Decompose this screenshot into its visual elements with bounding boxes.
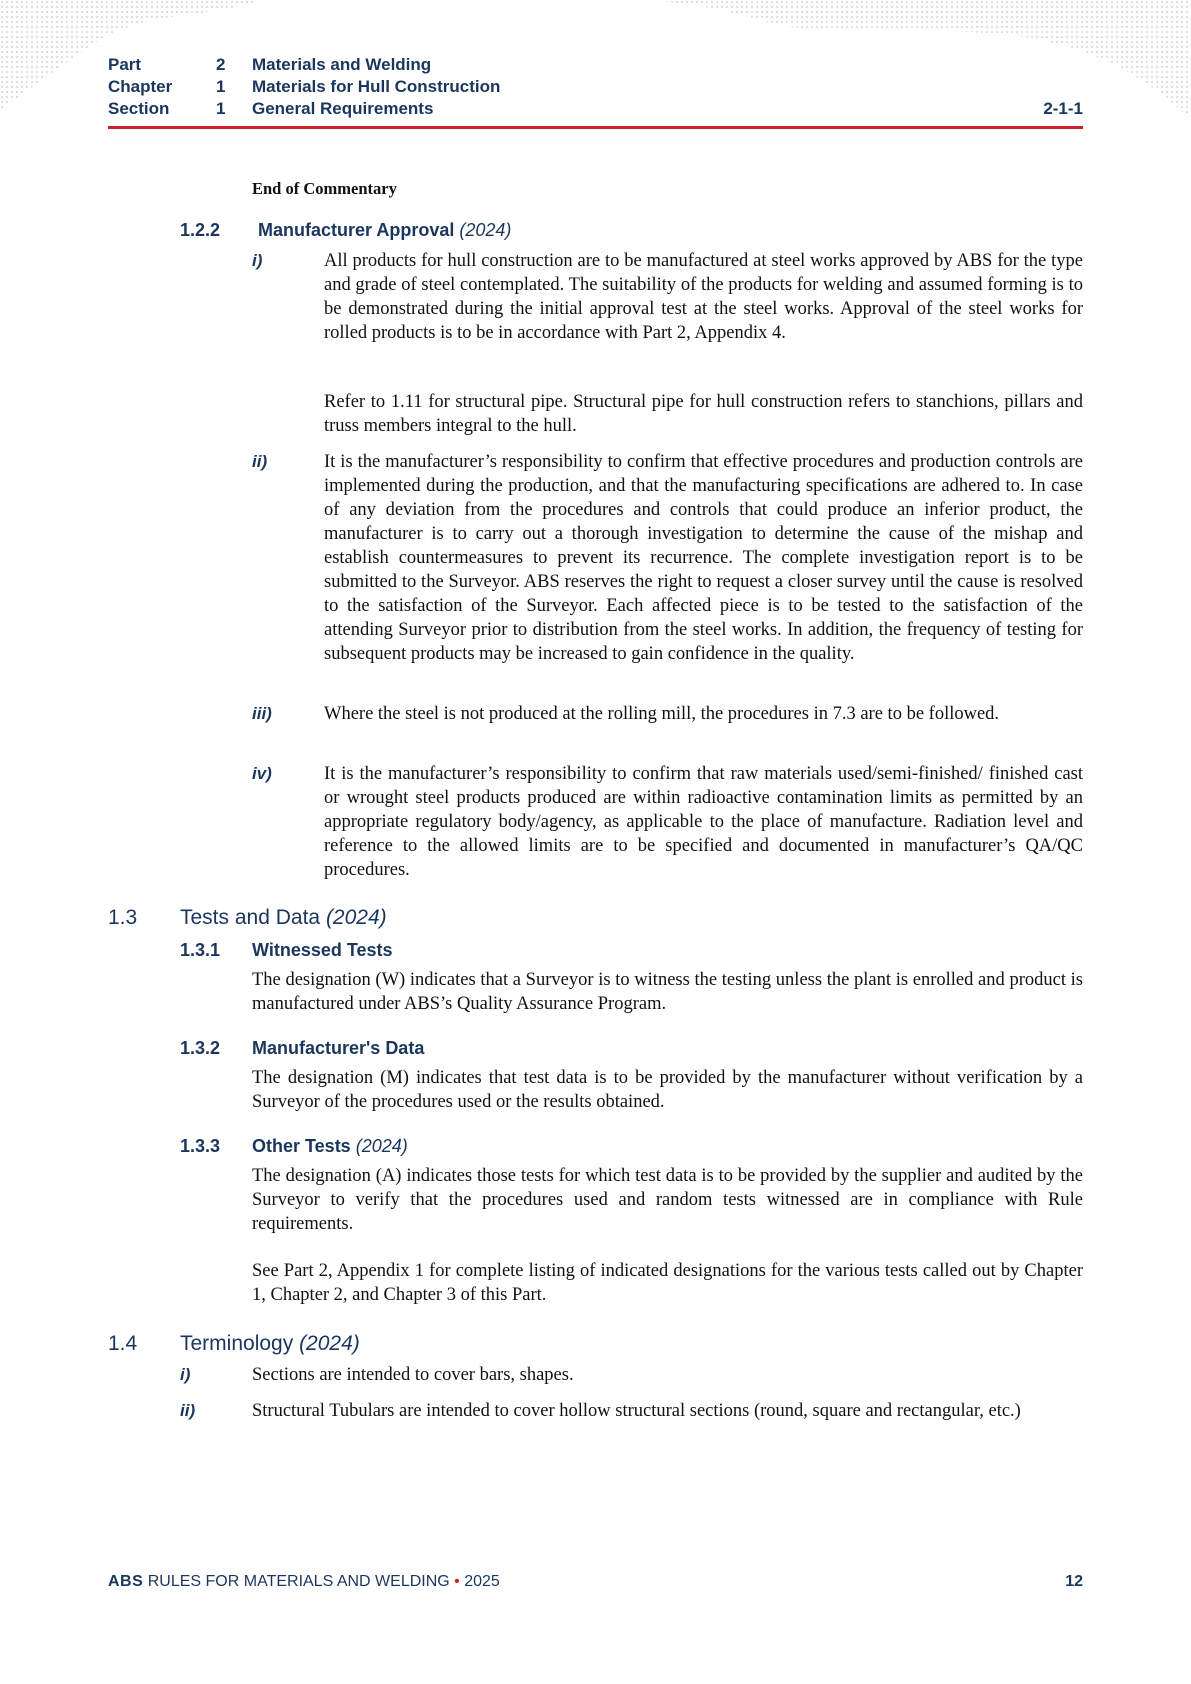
page-number: 12 bbox=[1065, 1573, 1083, 1590]
item-i-paragraph-2: Refer to 1.11 for structural pipe. Structural pipe for hull construction refers to stanchions, pillars and truss members integral to the hull. bbox=[324, 392, 1083, 436]
witnessed-tests-paragraph: The designation (W) indicates that a Surveyor is to witness the testing unless the plant is enrolled and product is manufactured under ABS’s Quality Assurance Program. bbox=[252, 970, 1083, 1014]
header-rule bbox=[108, 126, 1083, 129]
item-label: iii) bbox=[252, 704, 272, 723]
footer-bullet: • bbox=[454, 1573, 460, 1590]
header-part-row bbox=[108, 54, 1083, 76]
terminology-item-ii: Structural Tubulars are intended to cover hollow structural sections (round, square and rectangular, etc.) bbox=[252, 1401, 1021, 1421]
section-title: General Requirements bbox=[252, 99, 434, 118]
heading-number: 1.2.2 bbox=[180, 220, 221, 240]
heading-title: Witnessed Tests bbox=[252, 940, 393, 960]
heading-1-3-3 bbox=[180, 1134, 408, 1158]
end-of-commentary: End of Commentary bbox=[252, 179, 397, 198]
other-tests-paragraph-2: See Part 2, Appendix 1 for complete listing of indicated designations for the various tests called out by Chapter 1, Chapter 2, and Chapter 3 of this Part. bbox=[252, 1261, 1083, 1305]
footer-year: 2025 bbox=[464, 1573, 500, 1590]
item-ii-paragraph: It is the manufacturer’s responsibility to confirm that effective procedures and production controls are implemented during the production, and that the manufacturing specifications are adhered to. In case of any deviation from the procedures and controls that could produce an inferior product, the manufacturer is to carry out a thorough investigation to determine the cause of the mishap and establish countermeasures to prevent its recurrence. The complete investigation report is to be submitted to the Surveyor. ABS reserves the right to request a closer survey until the cause is resolved to the satisfaction of the Surveyor. Each affected piece is to be tested to the satisfaction of the attending Surveyor prior to distribution from the steel works. In addition, the frequency of testing for subsequent products may be increased to gain confidence in the quality. bbox=[324, 452, 1083, 664]
heading-year: (2024) bbox=[355, 1136, 408, 1156]
heading-1-2-2 bbox=[180, 218, 511, 242]
header-section-row bbox=[108, 98, 1083, 120]
page-id: 2-1-1 bbox=[1043, 99, 1083, 118]
part-number: 2 bbox=[216, 55, 226, 74]
running-header bbox=[108, 54, 1083, 120]
heading-title: Terminology bbox=[180, 1332, 294, 1355]
heading-number: 1.3.2 bbox=[180, 1038, 221, 1058]
item-i-paragraph-1: All products for hull construction are to be manufactured at steel works approved by ABS for the type and grade of steel contemplated. The suitability of the products for welding and assumed forming is to be demonstrated during the initial approval test at the steel works. Approval of the steel works for rolled products is to be in accordance with Part 2, Appendix 4. bbox=[324, 251, 1083, 343]
item-iv-paragraph: It is the manufacturer’s responsibility to confirm that raw materials used/semi-finished/ finished cast or wrought steel products produced are within radioactive contamination limits as permitted by an appropriate regulatory body/agency, as applicable to the place of manufacture. Radiation level and reference to the allowed limits are to be specified and documented in manufacturer’s QA/QC procedures. bbox=[324, 764, 1083, 880]
item-label: i) bbox=[252, 251, 263, 270]
header-chapter-row bbox=[108, 76, 1083, 98]
heading-title: Tests and Data bbox=[180, 906, 321, 929]
heading-year: (2024) bbox=[459, 220, 512, 240]
heading-1-3-2 bbox=[180, 1036, 424, 1060]
item-label: i) bbox=[180, 1365, 191, 1384]
heading-year: (2024) bbox=[325, 906, 387, 929]
other-tests-paragraph-1: The designation (A) indicates those tests for which test data is to be provided by the supplier and audited by the Surveyor to verify that the procedures used and random tests witnessed are in compliance with Rule requirements. bbox=[252, 1166, 1083, 1234]
item-label: ii) bbox=[252, 452, 268, 471]
abs-logo-text: ABS bbox=[108, 1573, 144, 1590]
heading-1-3 bbox=[108, 905, 387, 931]
heading-1-3-1 bbox=[180, 938, 393, 962]
item-iii-paragraph: Where the steel is not produced at the rolling mill, the procedures in 7.3 are to be followed. bbox=[324, 704, 1000, 724]
heading-number: 1.3.3 bbox=[180, 1136, 221, 1156]
heading-1-4 bbox=[108, 1331, 360, 1357]
heading-number: 1.4 bbox=[108, 1332, 138, 1355]
section-number: 1 bbox=[216, 99, 226, 118]
chapter-label: Chapter bbox=[108, 77, 173, 96]
heading-title: Manufacturer Approval bbox=[258, 220, 455, 240]
heading-title: Other Tests bbox=[252, 1136, 351, 1156]
item-label: ii) bbox=[180, 1401, 196, 1420]
part-label: Part bbox=[108, 55, 142, 74]
footer-title: RULES FOR MATERIALS AND WELDING bbox=[147, 1573, 450, 1590]
heading-year: (2024) bbox=[299, 1332, 360, 1355]
chapter-title: Materials for Hull Construction bbox=[252, 77, 501, 96]
section-label: Section bbox=[108, 99, 170, 118]
terminology-item-i: Sections are intended to cover bars, shapes. bbox=[252, 1365, 574, 1385]
chapter-number: 1 bbox=[216, 77, 226, 96]
part-title: Materials and Welding bbox=[252, 55, 432, 74]
item-label: iv) bbox=[252, 764, 272, 783]
page-footer bbox=[108, 1572, 1083, 1592]
manufacturers-data-paragraph: The designation (M) indicates that test data is to be provided by the manufacturer without verification by a Surveyor of the procedures used or the results obtained. bbox=[252, 1068, 1083, 1112]
heading-number: 1.3 bbox=[108, 906, 138, 929]
heading-title: Manufacturer's Data bbox=[252, 1038, 425, 1058]
heading-number: 1.3.1 bbox=[180, 940, 221, 960]
